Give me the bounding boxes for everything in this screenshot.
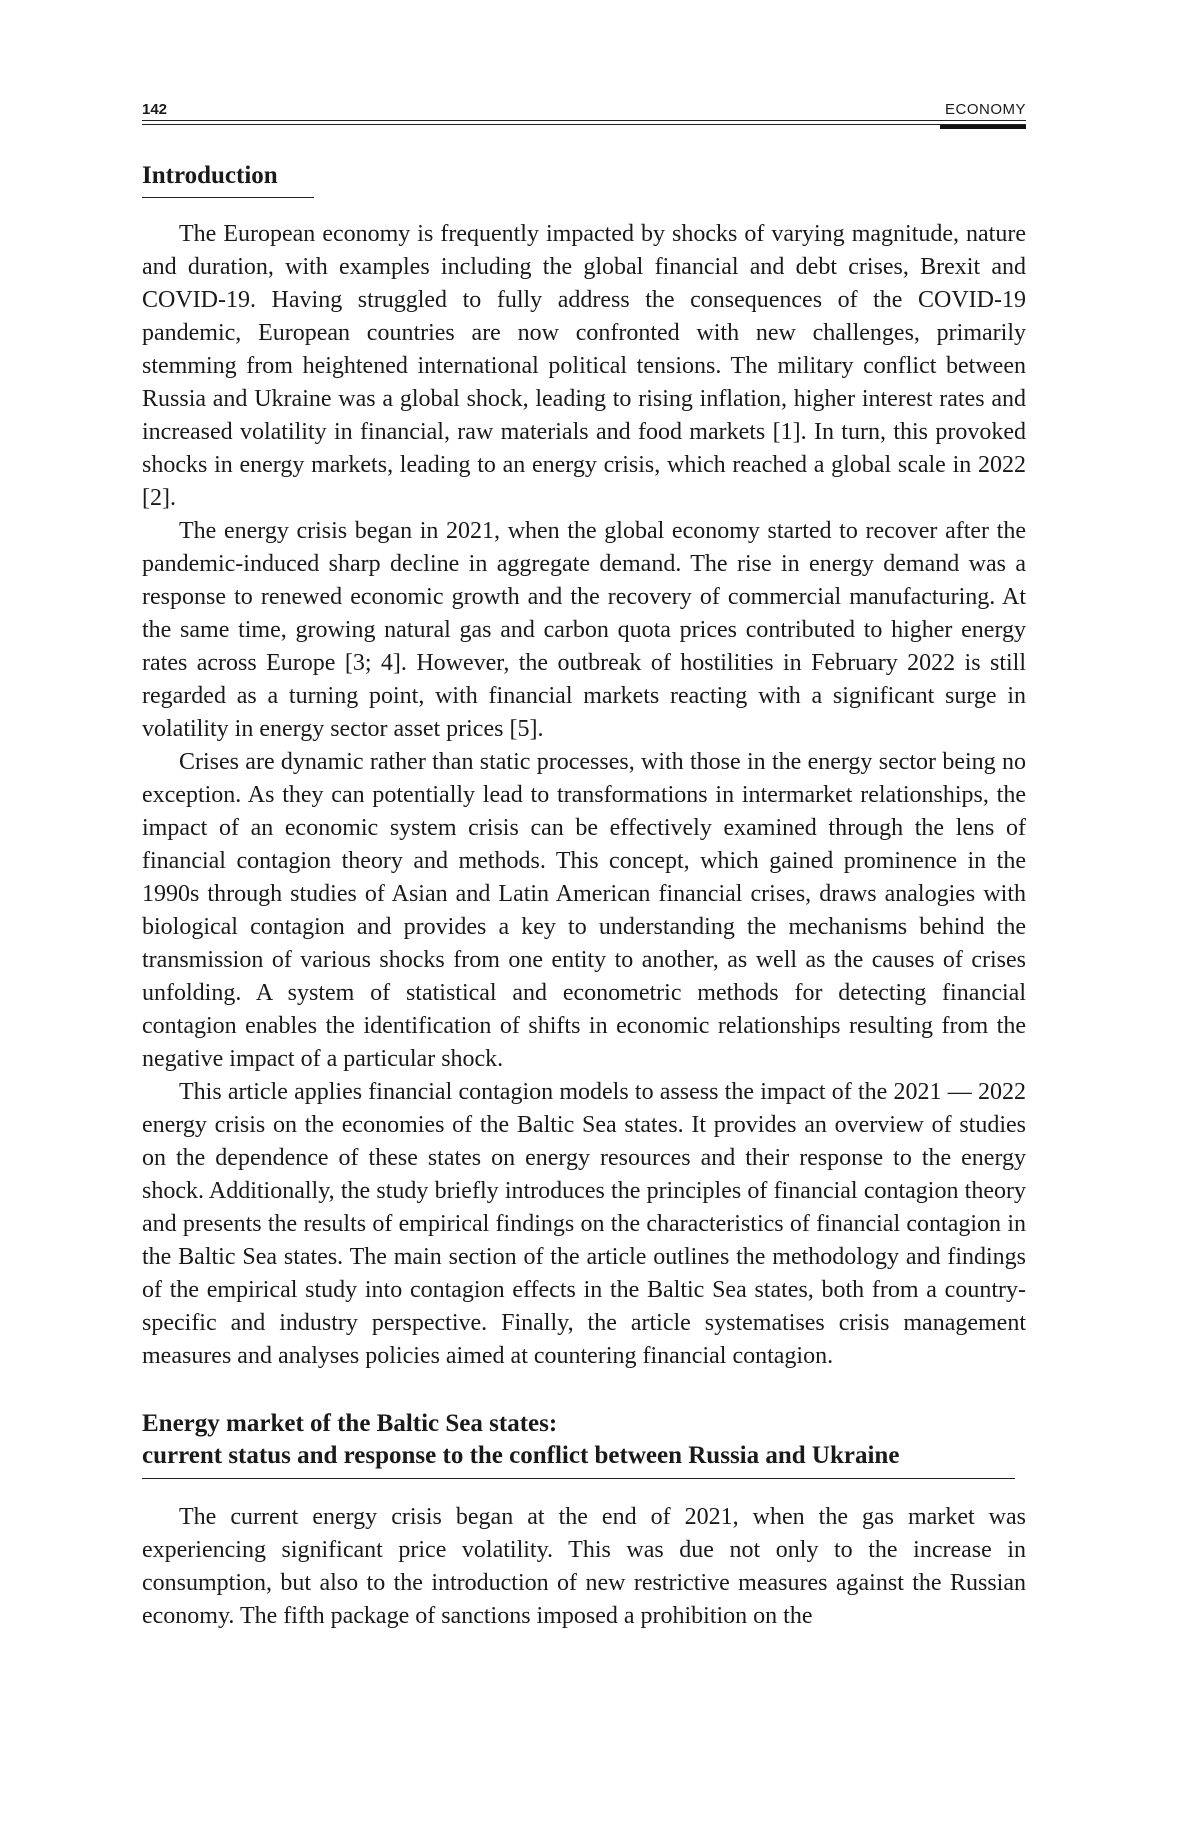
page-number: 142 <box>142 101 168 118</box>
section-heading <box>142 1408 1015 1479</box>
paragraph: The European economy is frequently impacted by shocks of varying magnitude, nature and duration, with examples including the global financial and debt crises, Brexit and COVID-19. Having struggled to fully address the consequences of the COVID-19 pandemic, European countries are now confronted with new challenges, primarily stemming from heightened international political tensions. The military conflict between Russia and Ukraine was a global shock, leading to rising inflation, higher interest rates and increased volatility in financial, raw materials and food markets [1]. In turn, this provoked shocks in energy markets, leading to an energy crisis, which reached a global scale in 2022 [2]. <box>142 221 1026 511</box>
introduction-heading: Introduction <box>142 160 314 198</box>
section-name: ECONOMY <box>944 101 1026 118</box>
header-rule <box>142 120 1026 130</box>
page <box>142 96 1026 1633</box>
paragraph: The current energy crisis began at the end of 2021, when the gas market was experiencing significant price volatility. This was due not only to the increase in consumption, but also to the introduction of new restrictive measures against the Russian economy. The fifth package of sanctions imposed a prohibition on the <box>142 1504 1026 1629</box>
section-body <box>142 1501 1026 1633</box>
section-heading-line1: Energy market of the Baltic Sea states: <box>142 1410 558 1437</box>
section-heading-line2: current status and response to the conflict between Russia and Ukraine <box>142 1442 900 1469</box>
paragraph: The energy crisis began in 2021, when the global economy started to recover after the pandemic-induced sharp decline in aggregate demand. The rise in energy demand was a response to renewed economic growth and the recovery of commercial manufacturing. At the same time, growing natural gas and carbon quota prices contributed to higher energy rates across Europe [3; 4]. However, the outbreak of hostilities in February 2022 is still regarded as a turning point, with financial markets reacting with a significant surge in volatility in energy sector asset prices [5]. <box>142 518 1026 742</box>
paragraph: Crises are dynamic rather than static processes, with those in the energy sector being no exception. As they can potentially lead to transformations in intermarket relationships, the impact of an economic system crisis can be effectively examined through the lens of financial contagion theory and methods. This concept, which gained prominence in the 1990s through studies of Asian and Latin American financial crises, draws analogies with biological contagion and provides a key to understanding the mechanisms behind the transmission of various shocks from one entity to another, as well as the causes of crises unfolding. A system of statistical and econometric methods for detecting financial contagion enables the identification of shifts in economic relationships resulting from the negative impact of a particular shock. <box>142 749 1026 1072</box>
running-head <box>142 96 1026 118</box>
introduction-body <box>142 218 1026 1373</box>
paragraph: This article applies financial contagion models to assess the impact of the 2021 — 2022 energy crisis on the economies of the Baltic Sea states. It provides an overview of studies on the dependence of these states on energy resources and their response to the energy shock. Additionally, the study briefly introduces the principles of financial contagion theory and presents the results of empirical findings on the characteristics of financial contagion in the Baltic Sea states. The main section of the article outlines the methodology and findings of the empirical study into contagion effects in the Baltic Sea states, both from a country-specific and industry perspective. Finally, the article systematises crisis management measures and analyses policies aimed at countering financial contagion. <box>142 1079 1026 1369</box>
